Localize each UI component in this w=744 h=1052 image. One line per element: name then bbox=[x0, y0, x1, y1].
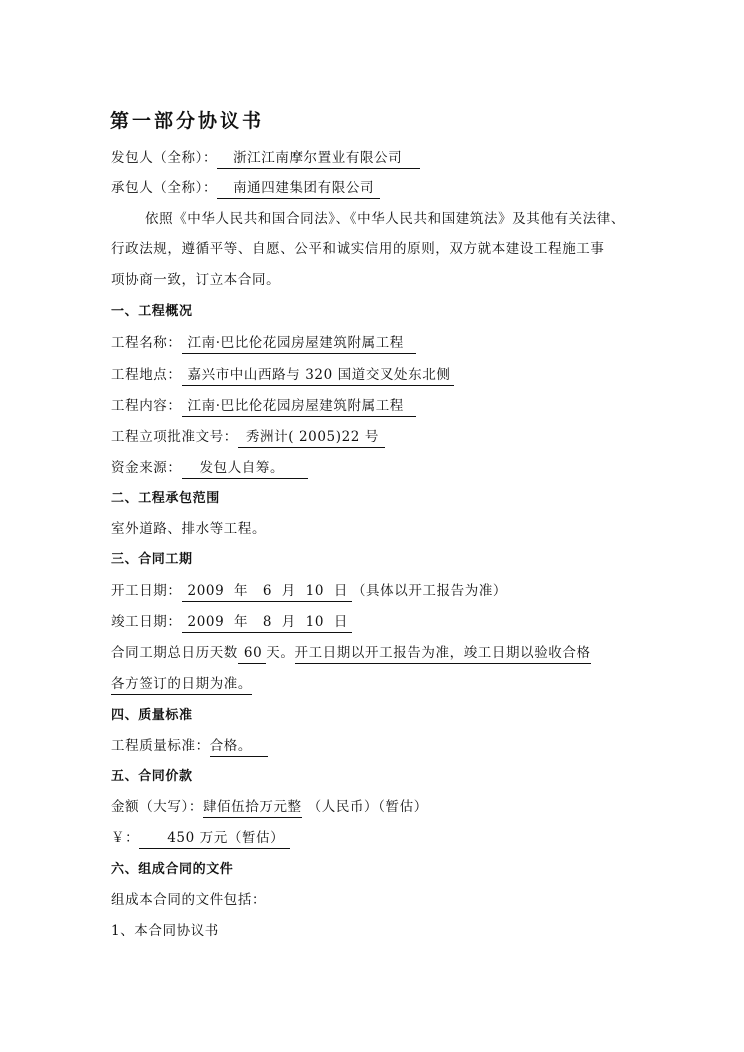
amount-words-label: 金额（大写）： bbox=[111, 799, 203, 815]
preamble-line-1: 依照《中华人民共和国合同法》、《中华人民共和国建筑法》及其他有关法律、 bbox=[145, 211, 625, 227]
preamble-line-2: 行政法规，遵循平等、自愿、公平和诚实信用的原则，双方就本建设工程施工事 bbox=[111, 241, 605, 257]
finish-date-label: 竣工日期： bbox=[111, 614, 182, 630]
duration-value: 60 bbox=[238, 645, 266, 664]
start-date-value: 2009 年 6 月 10 日 bbox=[182, 583, 352, 602]
amount-words-line bbox=[111, 798, 428, 818]
funding-line bbox=[111, 459, 308, 479]
duration-mid: 天。 bbox=[266, 645, 295, 661]
finish-date-line bbox=[111, 613, 352, 633]
start-date-note: （具体以开工报告为准） bbox=[351, 583, 508, 599]
project-name-line bbox=[111, 334, 416, 354]
quality-value: 合格。 bbox=[210, 738, 268, 757]
project-content-label: 工程内容： bbox=[111, 398, 182, 414]
amount-figure-line bbox=[111, 829, 290, 849]
contractor-line bbox=[111, 179, 380, 199]
employer-label: 发包人（全称）： bbox=[111, 150, 218, 166]
docs-item-1: 1、本合同协议书 bbox=[111, 923, 219, 939]
duration-line bbox=[111, 644, 591, 664]
start-date-line bbox=[111, 582, 507, 602]
section-2-heading: 二、工程承包范围 bbox=[111, 491, 220, 506]
funding-value: 发包人自筹。 bbox=[182, 460, 309, 479]
amount-figure-value: 450 万元（暂估） bbox=[139, 830, 290, 849]
finish-date-value: 2009 年 8 月 10 日 bbox=[182, 614, 352, 633]
project-content-value: 江南·巴比伦花园房屋建筑附属工程 bbox=[182, 398, 416, 417]
project-location-label: 工程地点： bbox=[111, 367, 182, 383]
start-date-label: 开工日期： bbox=[111, 583, 182, 599]
contractor-value: 南通四建集团有限公司 bbox=[217, 180, 380, 199]
amount-figure-label: ￥： bbox=[111, 830, 140, 846]
section-5-heading: 五、合同价款 bbox=[111, 769, 193, 784]
amount-words-note: （人民币）（暂估） bbox=[307, 799, 428, 815]
employer-value: 浙江江南摩尔置业有限公司 bbox=[217, 150, 420, 169]
duration-rest: 开工日期以开工报告为准，竣工日期以验收合格 bbox=[295, 645, 591, 664]
approval-label: 工程立项批准文号： bbox=[111, 429, 238, 445]
duration-line-2 bbox=[111, 675, 252, 695]
approval-value: 秀洲计( 2005)22 号 bbox=[238, 429, 385, 448]
duration-prefix: 合同工期总日历天数 bbox=[111, 645, 238, 661]
funding-label: 资金来源： bbox=[111, 460, 182, 476]
employer-line bbox=[111, 149, 420, 169]
project-location-value: 嘉兴市中山西路与 320 国道交叉处东北侧 bbox=[182, 367, 455, 386]
docs-intro: 组成本合同的文件包括： bbox=[111, 892, 267, 908]
project-name-label: 工程名称： bbox=[111, 335, 182, 351]
section-6-heading: 六、组成合同的文件 bbox=[111, 862, 234, 877]
section-3-heading: 三、合同工期 bbox=[111, 552, 193, 567]
approval-line bbox=[111, 428, 385, 448]
scope-text: 室外道路、排水等工程。 bbox=[111, 521, 267, 537]
preamble-line-3: 项协商一致，订立本合同。 bbox=[111, 272, 281, 288]
quality-line bbox=[111, 737, 268, 757]
duration-line-2-text: 各方签订的日期为准。 bbox=[111, 676, 252, 695]
amount-words-value: 肆佰伍拾万元整 bbox=[203, 799, 302, 818]
contractor-label: 承包人（全称）： bbox=[111, 180, 218, 196]
document-title: 第一部分协议书 bbox=[110, 110, 265, 132]
project-content-line bbox=[111, 397, 416, 417]
project-name-value: 江南·巴比伦花园房屋建筑附属工程 bbox=[182, 335, 416, 354]
section-1-heading: 一、工程概况 bbox=[111, 304, 193, 319]
section-4-heading: 四、质量标准 bbox=[111, 708, 193, 723]
quality-label: 工程质量标准： bbox=[111, 738, 210, 754]
project-location-line bbox=[111, 366, 454, 386]
